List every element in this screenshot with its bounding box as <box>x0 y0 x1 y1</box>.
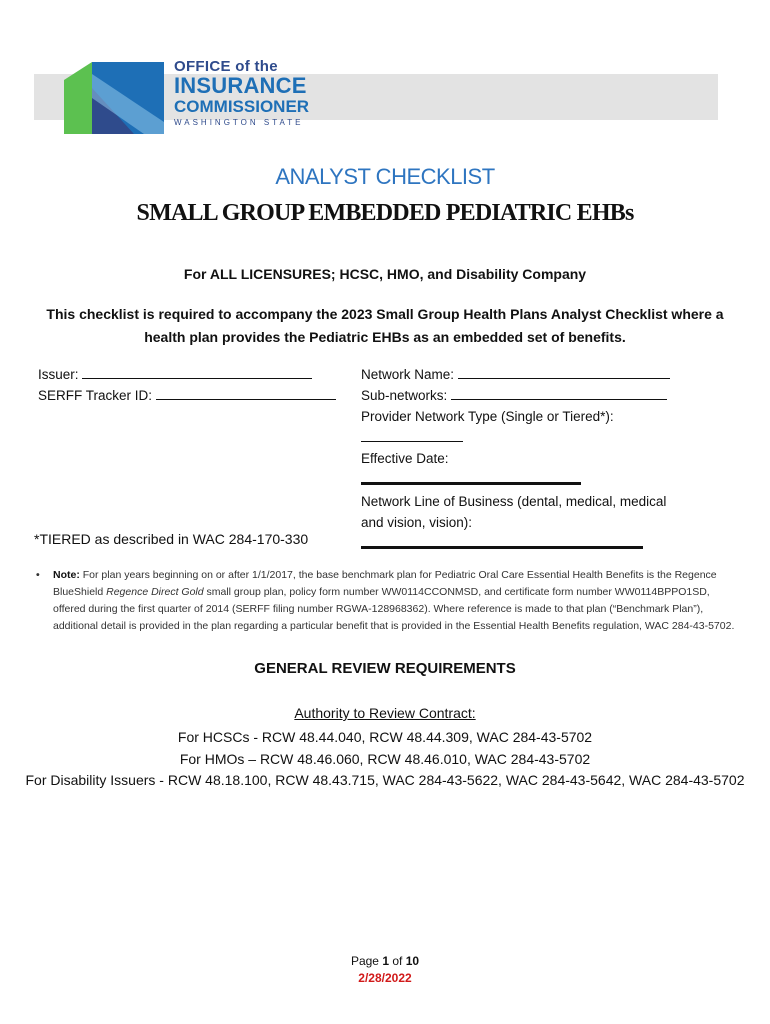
provider-type-label: Provider Network Type (Single or Tiered*): <box>361 409 614 424</box>
page-current: 1 <box>382 954 389 968</box>
logo-state-text: WASHINGTON STATE <box>174 118 304 127</box>
oic-logo <box>64 58 310 138</box>
issuer-blank[interactable] <box>82 365 312 379</box>
provider-type-blank[interactable] <box>361 428 463 442</box>
subnetworks-blank[interactable] <box>451 386 667 400</box>
serff-blank[interactable] <box>156 386 336 400</box>
serff-row <box>38 385 336 406</box>
line-of-business-row <box>361 491 671 533</box>
effective-date-label: Effective Date: <box>361 451 449 466</box>
note-text-part1: For plan years beginning on or after 1/1/2017, the base benchmark plan for Pediatric Oral Care Essential Health Benefits is the Regence BlueShield <box>53 569 717 598</box>
network-name-row <box>361 364 671 385</box>
line-of-business-label: Network Line of Business (dental, medical, medical and vision, vision): <box>361 494 667 530</box>
provider-type-blank-row <box>361 427 671 448</box>
issuer-fields <box>38 364 336 406</box>
general-review-heading: GENERAL REVIEW REQUIREMENTS <box>254 660 516 677</box>
logo-commissioner-text: COMMISSIONER <box>174 97 310 116</box>
effective-date-row <box>361 448 671 491</box>
note-text-part2: small group plan, policy form number WW0114CCONMSD, and certificate form number WW0114BPPO1SD, offered during the first quarter of 2014 (SERFF filing number RGWA-128968362). Where reference is made to that plan (“Benchmark Plan”), additional detail is provided in the plan regarding a particular benefit that is provided in the Essential Health Benefits regulation, WAC 284-43-5702. <box>53 586 735 632</box>
network-fields <box>361 364 671 555</box>
tiered-footnote: *TIERED as described in WAC 284-170-330 <box>34 531 309 547</box>
page-number <box>0 954 770 968</box>
note-plan-name: Regence Direct Gold <box>106 586 204 598</box>
serff-label: SERFF Tracker ID: <box>38 388 153 403</box>
page-prefix: Page <box>350 954 383 968</box>
intro-paragraph: This checklist is required to accompany the 2023 Small Group Health Plans Analyst Checklist where a health plan provides the Pediatric EHBs as an embedded set of benefits. <box>46 306 724 345</box>
authority-disability: For Disability Issuers - RCW 48.18.100, RCW 48.43.715, WAC 284-43-5622, WAC 284-43-5642, WAC 284-43-5702 <box>25 772 745 788</box>
document-title: SMALL GROUP EMBEDDED PEDIATRIC EHBs <box>136 200 634 226</box>
authority-heading: Authority to Review Contract: <box>294 705 476 721</box>
authority-hcsc: For HCSCs - RCW 48.44.040, RCW 48.44.309, WAC 284-43-5702 <box>177 729 593 745</box>
page-total: 10 <box>405 954 420 968</box>
analyst-checklist-heading: ANALYST CHECKLIST <box>275 164 495 189</box>
benchmark-note <box>36 567 736 635</box>
subnetworks-row <box>361 385 671 406</box>
page-of: of <box>389 954 406 968</box>
network-name-label: Network Name: <box>361 367 455 382</box>
authority-hmo: For HMOs – RCW 48.46.060, RCW 48.46.010, WAC 284-43-5702 <box>179 751 591 767</box>
licensures-line: For ALL LICENSURES; HCSC, HMO, and Disability Company <box>183 266 587 282</box>
note-bullet: • <box>36 569 40 581</box>
issuer-row <box>38 364 336 385</box>
effective-date-blank[interactable] <box>361 469 581 485</box>
logo-insurance-text: INSURANCE <box>174 73 307 98</box>
line-of-business-blank[interactable] <box>361 533 643 549</box>
network-name-blank[interactable] <box>458 365 670 379</box>
oic-logo-text <box>174 58 310 129</box>
logo-office-text: OFFICE of the <box>174 58 278 75</box>
subnetworks-label: Sub-networks: <box>361 388 448 403</box>
note-label: Note: <box>53 569 80 581</box>
footer-date: 2/28/2022 <box>358 971 412 985</box>
note-body <box>53 567 736 635</box>
issuer-label: Issuer: <box>38 367 79 382</box>
oic-logo-mark-icon <box>64 62 168 134</box>
provider-type-row <box>361 406 671 427</box>
line-of-business-blank-row <box>361 533 671 555</box>
